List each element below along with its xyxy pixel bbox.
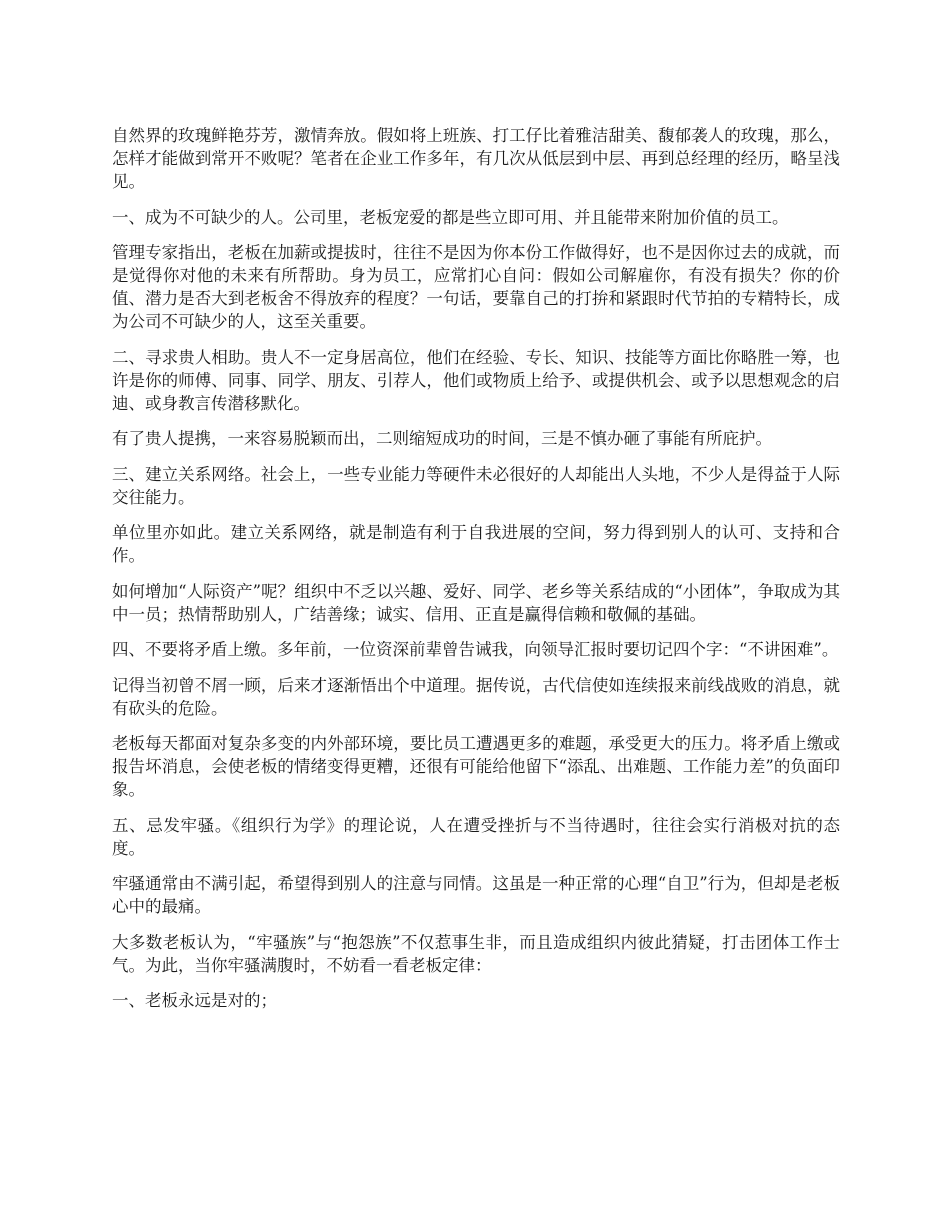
paragraph-point-5-detail-2: 大多数老板认为，“牢骚族”与“抱怨族”不仅惹事生非，而且造成组织内彼此猜疑，打击团体工作士气。为此，当你牢骚满腹时，不妨看一看老板定律： [112,932,840,975]
paragraph-intro: 自然界的玫瑰鲜艳芬芳，激情奔放。假如将上班族、打工仔比着雅洁甜美、馥郁袭人的玫瑰，那么，怎样才能做到常开不败呢？笔者在企业工作多年，有几次从低层到中层、再到总经理的经历，略呈浅见。 [112,126,840,191]
paragraph-point-3: 三、建立关系网络。社会上，一些专业能力等硬件未必很好的人却能出人头地，不少人是得益于人际交往能力。 [112,464,840,507]
paragraph-point-1: 一、成为不可缺少的人。公司里，老板宠爱的都是些立即可用、并且能带来附加价值的员工。 [112,207,789,227]
paragraph-point-3-detail: 单位里亦如此。建立关系网络，就是制造有利于自我进展的空间，努力得到别人的认可、支持和合作。 [112,523,840,565]
paragraph-point-1-detail: 管理专家指出，老板在加薪或提拔时，往往不是因为你本份工作做得好，也不是因你过去的成就，而是觉得你对他的未来有所帮助。身为员工，应常扪心自问：假如公司解雇你，有没有损失？你的价值、潜力是否大到老板舍不得放弃的程度？一句话，要靠自己的打拚和紧跟时代节拍的专精特长，成为公司不可缺少的人，这至关重要。 [112,243,840,331]
paragraph-point-4: 四、不要将矛盾上缴。多年前，一位资深前辈曾告诫我，向领导汇报时要切记四个字：“不讲困难”。 [112,640,839,659]
paragraph-point-5: 五、忌发牢骚。《组织行为学》的理论说，人在遭受挫折与不当待遇时，往往会实行消极对抗的态度。 [112,815,840,858]
paragraph-point-2: 二、寻求贵人相助。贵人不一定身居高位，他们在经验、专长、知识、技能等方面比你略胜一筹，也许是你的师傅、同事、同学、朋友、引荐人，他们或物质上给予、或提供机会、或予以思想观念的启迪、或身教言传潜移默化。 [112,347,840,413]
paragraph-point-5-detail: 牢骚通常由不满引起，希望得到别人的注意与同情。这虽是一种正常的心理“自卫”行为，但却是老板心中的最痛。 [112,874,840,916]
paragraph-point-2-detail: 有了贵人提携，一来容易脱颖而出，二则缩短成功的时间，三是不慎办砸了事能有所庇护。 [112,429,772,448]
paragraph-point-4-detail-2: 老板每天都面对复杂多变的内外部环境，要比员工遭遇更多的难题，承受更大的压力。将矛盾上缴或报告坏消息，会使老板的情绪变得更糟，还很有可能给他留下“添乱、出难题、工作能力差”的负面印象。 [112,734,840,799]
paragraph-boss-rule-1: 一、老板永远是对的； [112,991,277,1010]
paragraph-point-3-detail-2: 如何增加“人际资产”呢？组织中不乏以兴趣、爱好、同学、老乡等关系结成的“小团体”，争取成为其中一员；热情帮助别人，广结善缘；诚实、信用、正直是赢得信赖和敬佩的基础。 [112,581,840,624]
paragraph-point-4-detail: 记得当初曾不屑一顾，后来才逐渐悟出个中道理。据传说，古代信使如连续报来前线战败的消息，就有砍头的危险。 [112,675,840,718]
document-body [112,124,840,1025]
